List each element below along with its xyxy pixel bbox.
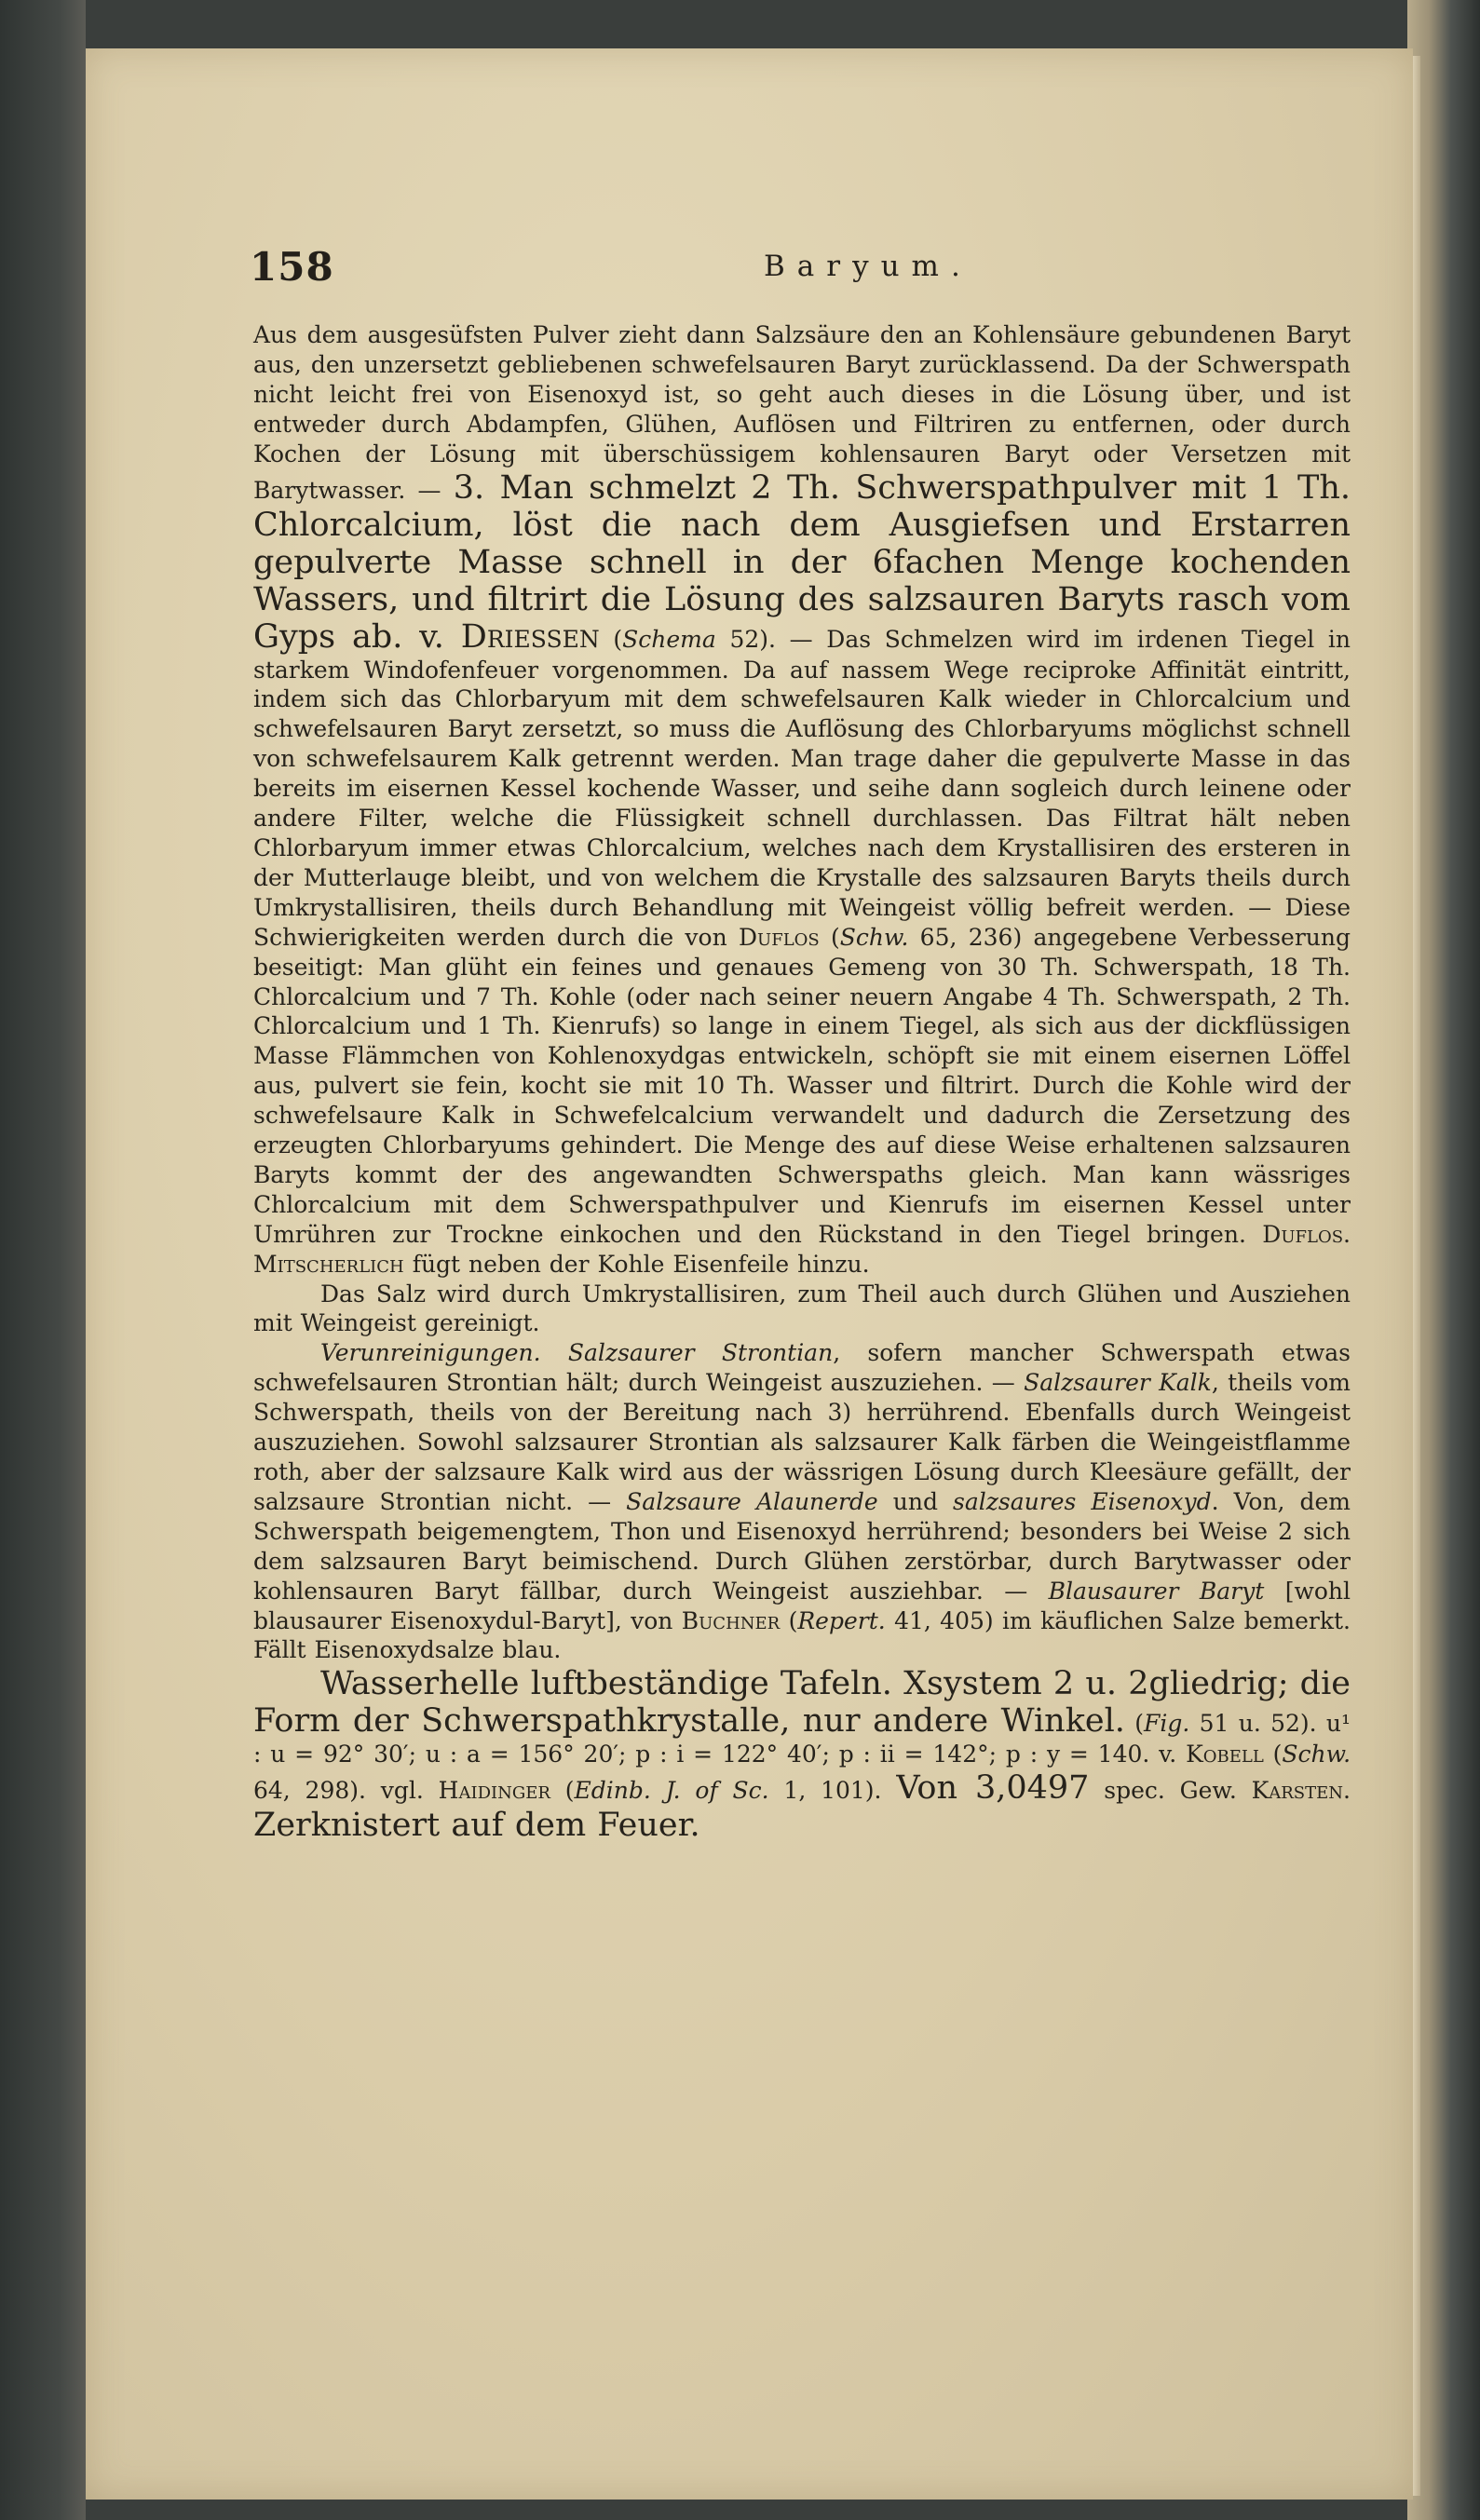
text-span: 41, 405) im käuflichen Salze bemerkt. Fällt Eisenoxydsalze blau.: [253, 1606, 1351, 1664]
text-span: 1, 101).: [768, 1777, 897, 1805]
text-span: (: [550, 1777, 575, 1805]
text-span: Salzsaurer Kalk: [1024, 1369, 1212, 1397]
text-span: Schw.: [839, 923, 909, 951]
text-span: Buchner: [681, 1606, 781, 1634]
paragraph: [253, 1338, 1351, 1665]
text-span: 65, 236) angegebene Verbesserung beseitigt: Man glüht ein feines und genaues Gemeng von 30 Th. Schwerspath, 18 Th. Chlorcalcium und 7 Th. Kohle (oder nach seiner neuern Angabe 4 Th. Schwerspath, 2 Th. Chlorcalcium und 1 Th. Kienrufs) so lange in einem Tiegel, als sich aus der dickflüssigen Masse Flämmchen von Kohlenoxydgas entwickeln, schöpft sie mit einem eisernen Löffel aus, pulvert sie fein, kocht sie mit 10 Th. Wasser und filtrirt. Durch die Kohle wird der schwefelsaure Kalk in Schwefelcalcium verwandelt und dadurch die Zersetzung des erzeugten Chlorbaryums gehindert. Die Menge des auf diese Weise erhaltenen salzsauren Baryts kommt der des angewandten Schwerspaths gleich. Man kann wässriges Chlorcalcium mit dem Schwerspathpulver und Kienrufs im eisernen Kessel unter Umrühren zur Trockne einkochen und den Rückstand in den Tiegel bringen.: [253, 923, 1351, 1248]
text-span: Fig.: [1144, 1710, 1190, 1738]
text-span: .: [1343, 1777, 1351, 1805]
paragraph: [253, 1280, 1351, 1339]
text-span: Schw.: [1282, 1741, 1351, 1768]
page-number: 158: [250, 244, 334, 290]
text-span: (: [819, 923, 840, 951]
text-span: (: [780, 1606, 798, 1634]
text-span: Blausaurer Baryt: [1048, 1577, 1265, 1605]
text-span: 3. Man schmelzt 2 Th. Schwerspathpulver mit 1 Th. Chlorcalcium, löst die nach dem Ausgiefsen und Erstarren gepulverte Masse schnell in der 6fachen Menge kochenden Wassers, und filtrirt die Lösung des salzsauren Baryts rasch vom Gyps ab. v.: [253, 468, 1351, 656]
text-span: salzsaures Eisenoxyd: [953, 1487, 1212, 1515]
text-span: Kobell: [1186, 1741, 1264, 1768]
text-span: Von 3,0497: [896, 1769, 1090, 1808]
page-header: [168, 244, 1341, 300]
text-span: (: [1263, 1741, 1283, 1768]
paragraph: [253, 1665, 1351, 1844]
text-span: Duflos: [738, 923, 820, 951]
text-span: 52). — Das Schmelzen wird im irdenen Tiegel in starkem Windofenfeuer vorgenommen. Da auf nassem Wege reciproke Affinität eintritt, indem sich das Chlorbaryum mit dem schwefelsauren Kalk wieder in Chlorcalcium und schwefelsauren Baryt zersetzt, so muss die Auflösung des Chlorbaryums möglichst schnell von schwefelsaurem Kalk getrennt werden. Man trage daher die gepulverte Masse in das bereits im eisernen Kessel kochende Wasser, und seihe dann sogleich durch leinene oder andere Filter, welche die Flüssigkeit schnell durchlassen. Das Filtrat hält neben Chlorbaryum immer etwas Chlorcalcium, welches nach dem Krystallisiren des ersteren in der Mutterlauge bleibt, und von welchem die Krystalle des salzsauren Baryts theils durch Umkrystallisiren, theils durch Behandlung mit Weingeist völlig befreit werden. — Diese Schwierigkeiten werden durch die von: [253, 625, 1351, 951]
text-span: , theils vom Schwerspath, theils von der Bereitung nach 3) herrührend. Ebenfalls durch Weingeist auszuziehen. Sowohl salzsaurer Strontian als salzsaurer Kalk färben die Weingeistflamme roth, aber der salzsaure Kalk wird aus der wässrigen Lösung durch Kleesäure gefällt, der salzsaure Strontian nicht. —: [253, 1369, 1351, 1515]
text-span: Driessen: [460, 617, 600, 656]
text-span: Haidinger: [438, 1777, 550, 1805]
running-title: Baryum.: [764, 250, 972, 283]
text-span: 64, 298). vgl.: [253, 1777, 439, 1805]
text-span: 51 u. 52). u¹ : u = 92° 30′; u : a = 156° 20′; p : i = 122° 40′; p : ii = 142°; p : y = 140. v.: [253, 1710, 1351, 1768]
text-span: spec. Gew.: [1089, 1777, 1252, 1805]
paragraph: [253, 320, 1351, 1280]
text-span: Repert.: [797, 1606, 886, 1634]
text-span: fügt neben der Kohle Eisenfeile hinzu.: [403, 1250, 870, 1278]
left-binding: [0, 0, 86, 2520]
text-span: (: [599, 625, 623, 653]
text-span: Karsten: [1251, 1777, 1344, 1805]
text-span: und: [877, 1487, 953, 1515]
text-span: [wohl blausaurer Eisenoxydul-Baryt], von: [253, 1577, 1351, 1634]
text-span: .: [1343, 1220, 1351, 1248]
text-span: Wasserhelle luftbeständige Tafeln. Xsystem 2 u. 2gliedrig; die Form der Schwerspathkrystalle, nur andere Winkel.: [253, 1665, 1351, 1741]
text-span: Verunreinigungen. Salzsaurer Strontian: [320, 1339, 834, 1367]
text-span: Schema: [622, 625, 716, 653]
text-span: Aus dem ausgesüfsten Pulver zieht dann Salzsäure den an Kohlensäure gebundenen Baryt aus, den unzersetzt gebliebenen schwefelsauren Baryt zurücklassend. Da der Schwerspath nicht leicht frei von Eisenoxyd ist, so geht auch dieses in die Lösung über, und ist entweder durch Abdampfen, Glühen, Auflösen und Filtriren zu entfernen, oder durch Kochen der Lösung mit überschüssigem kohlensauren Baryt oder Versetzen mit Barytwasser. —: [253, 321, 1351, 504]
text-span: Salzsaure Alaunerde: [626, 1487, 878, 1515]
text-span: Das Salz wird durch Umkrystallisiren, zum Theil auch durch Glühen und Ausziehen mit Weingeist gereinigt.: [253, 1280, 1351, 1337]
text-span: Mitscherlich: [253, 1250, 404, 1278]
text-span: Duflos: [1262, 1220, 1344, 1248]
text-span: . Von, dem Schwerspath beigemengtem, Thon und Eisenoxyd herrührend; besonders bei Weise 2 sich dem salzsauren Baryt beimischend. Durch Glühen zerstörbar, durch Barytwasser oder kohlensauren Baryt fällbar, durch Weingeist ausziehbar. —: [253, 1487, 1351, 1605]
text-span: (: [1124, 1710, 1144, 1738]
text-span: Edinb. J. of Sc.: [574, 1777, 769, 1805]
body-text: [253, 320, 1351, 1844]
text-span: Zerknistert auf dem Feuer.: [253, 1807, 700, 1845]
text-span: , sofern mancher Schwerspath etwas schwefelsauren Strontian hält; durch Weingeist auszuziehen. —: [253, 1339, 1351, 1397]
